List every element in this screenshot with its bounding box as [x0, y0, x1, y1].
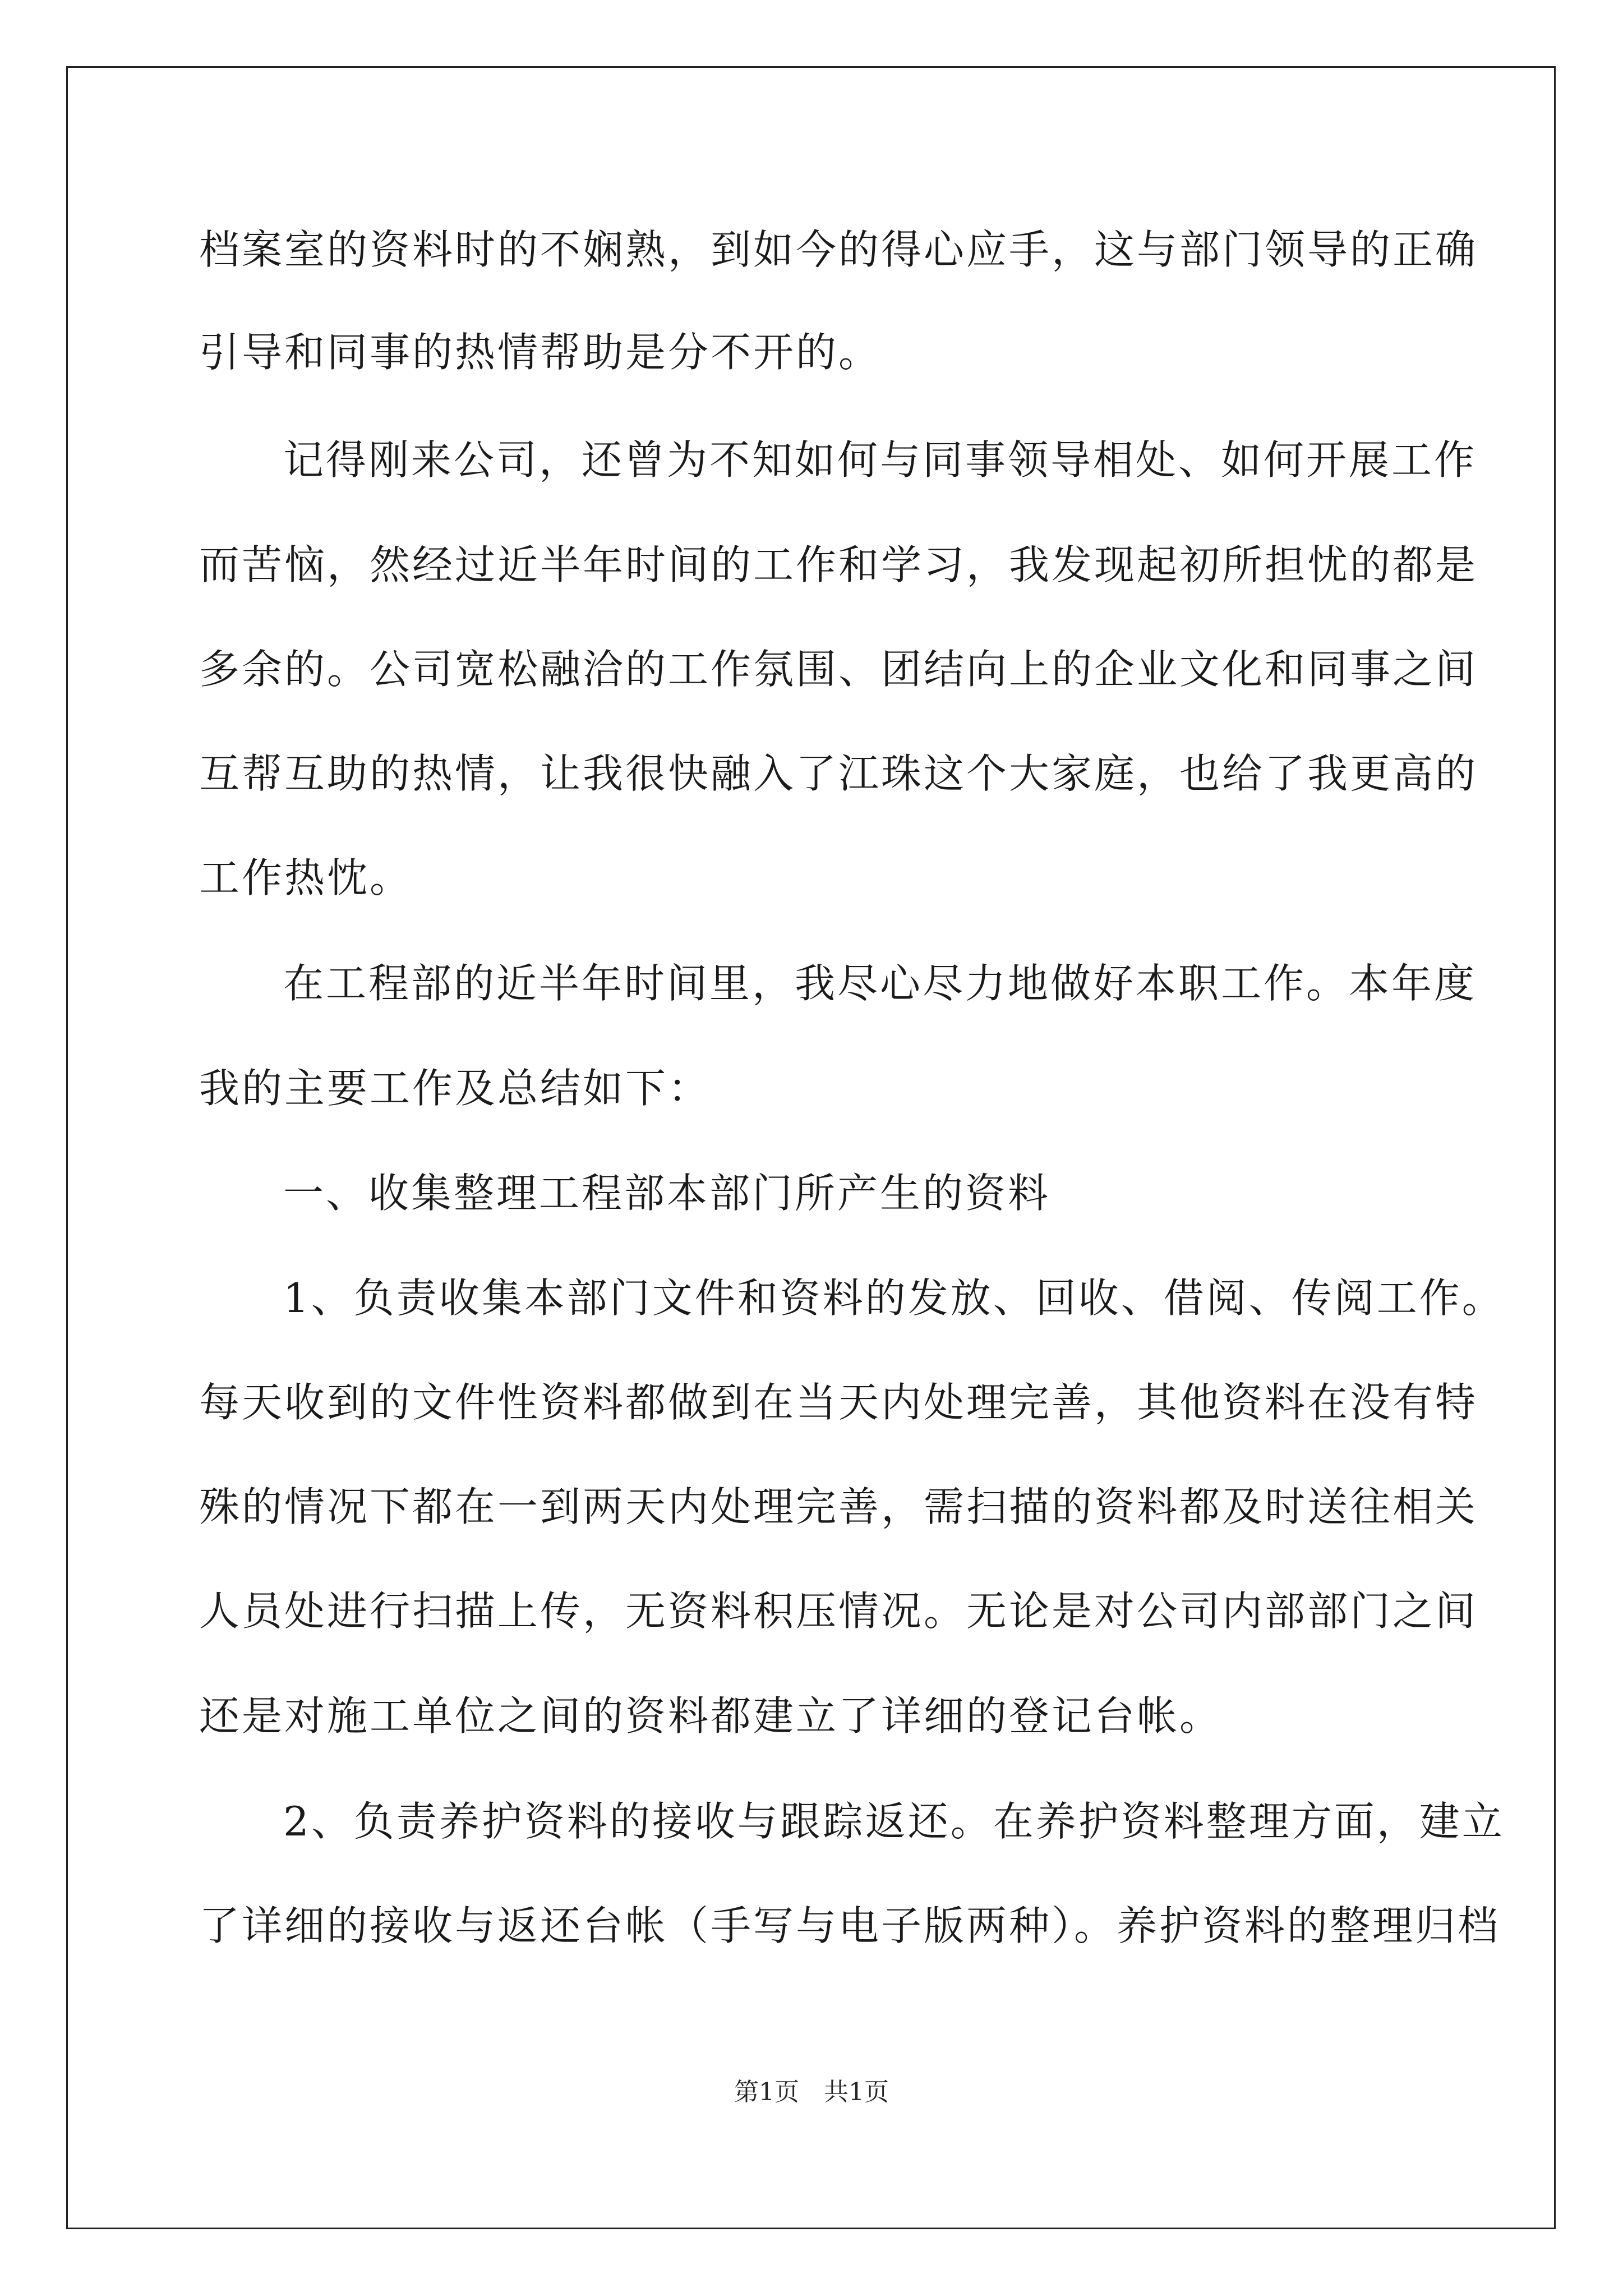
paragraph-line: 工作热忱。	[199, 854, 413, 901]
paragraph-line: 1、负责收集本部门文件和资料的发放、回收、借阅、传阅工作。	[283, 1274, 1505, 1322]
paragraph-line: 互帮互助的热情，让我很快融入了江珠这个大家庭，也给了我更高的	[199, 750, 1478, 797]
paragraph-line: 2、负责养护资料的接收与跟踪返还。在养护资料整理方面，建立	[283, 1798, 1505, 1845]
paragraph-line: 殊的情况下都在一到两天内处理完善，需扫描的资料都及时送往相关	[199, 1483, 1478, 1530]
section-heading: 一、收集整理工程部本部门所产生的资料	[283, 1170, 1051, 1217]
paragraph-line: 档案室的资料时的不娴熟，到如今的得心应手，这与部门领导的正确	[199, 226, 1478, 273]
paragraph-line: 我的主要工作及总结如下：	[199, 1065, 711, 1112]
paragraph-line: 还是对施工单位之间的资料都建立了详细的登记台帐。	[199, 1692, 1223, 1740]
paragraph-line: 在工程部的近半年时间里，我尽心尽力地做好本职工作。本年度	[283, 960, 1477, 1007]
page-number-footer: 第1页 共1页	[734, 2078, 889, 2106]
paragraph-line: 记得刚来公司，还曾为不知如何与同事领导相处、如何开展工作	[283, 436, 1477, 484]
paragraph-line: 人员处进行扫描上传，无资料积压情况。无论是对公司内部部门之间	[199, 1588, 1478, 1635]
paragraph-line: 多余的。公司宽松融洽的工作氛围、团结向上的企业文化和同事之间	[199, 646, 1478, 693]
paragraph-line: 每天收到的文件性资料都做到在当天内处理完善，其他资料在没有特	[199, 1379, 1478, 1426]
paragraph-line: 引导和同事的热情帮助是分不开的。	[199, 329, 882, 376]
paragraph-line: 了详细的接收与返还台帐（手写与电子版两种）。养护资料的整理归档	[199, 1902, 1501, 1949]
paragraph-line: 而苦恼，然经过近半年时间的工作和学习，我发现起初所担忧的都是	[199, 541, 1478, 588]
